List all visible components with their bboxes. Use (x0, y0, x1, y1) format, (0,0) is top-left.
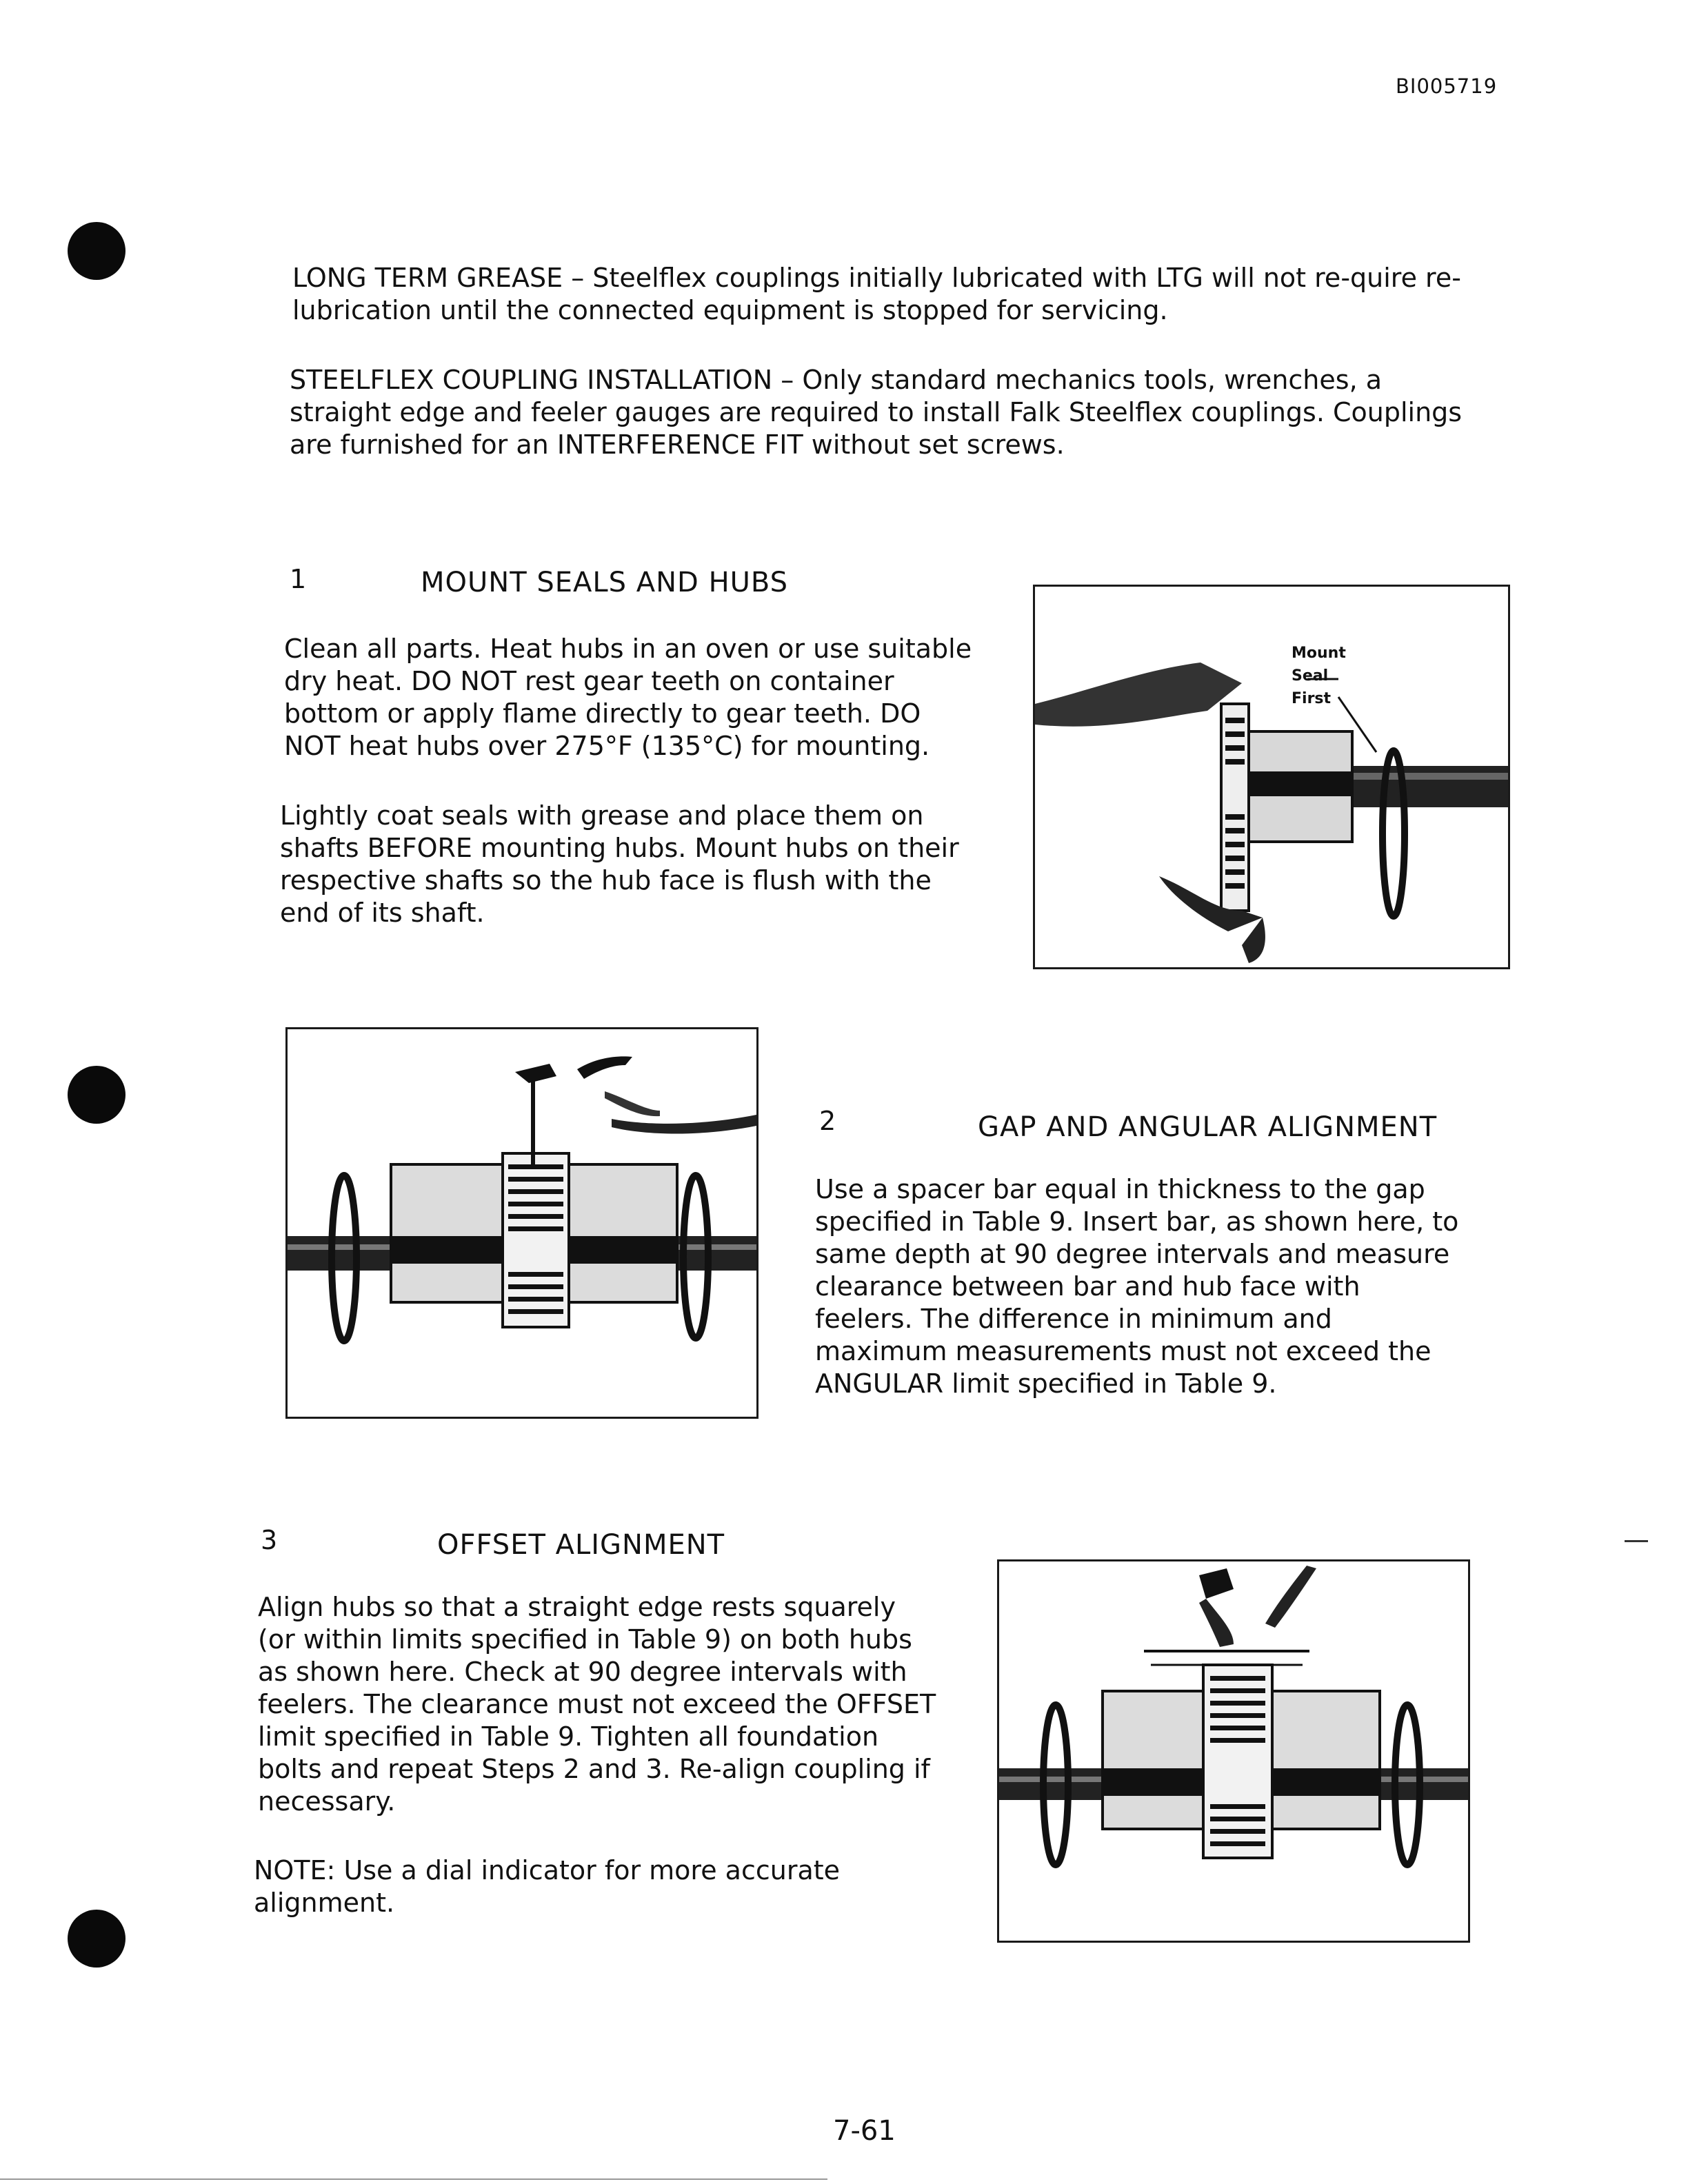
step-1-paragraph-1: Clean all parts. Heat hubs in an oven or use suitable dry heat. DO NOT rest gear teeth on container bottom or apply flame directly to gear teeth. DO NOT heat hubs over 275°F (135°C) for mounting. (284, 634, 972, 761)
step-3-paragraph-1: Align hubs so that a straight edge rests squarely (or within limits specified in Table 9) on both hubs as shown here. Check at 90 degree intervals with feelers. The clearance must not exceed the OFFSET limit specified in Table 9. Tighten all foundation bolts and repeat Steps 2 and 3. Re-align coupling if necessary. (258, 1592, 936, 1817)
page-number: 7-61 (833, 2115, 896, 2147)
step-3-title: OFFSET ALIGNMENT (437, 1529, 725, 1561)
step-3-figure (997, 1559, 1470, 1943)
callout-line-mount: Mount (1292, 645, 1346, 662)
mount-seals-illustration (1035, 587, 1508, 967)
callout-line-seal: Seal (1292, 667, 1329, 685)
step-1-figure (1033, 585, 1510, 969)
mount-seal-callout (1292, 642, 1346, 710)
installation-paragraph: STEELFLEX COUPLING INSTALLATION – Only standard mechanics tools, wrenches, a straight edge and feeler gauges are required to install Falk Steelflex couplings. Couplings are furnished for an INTERFERENCE FIT without set screws. (290, 365, 1463, 460)
step-2-paragraph: Use a spacer bar equal in thickness to the gap specified in Table 9. Insert bar, as shown here, to same depth at 90 degree intervals and measure clearance between bar and hub face with feelers. The difference in minimum and maximum measurements must not exceed the ANGULAR limit specified in Table 9. (815, 1174, 1459, 1399)
bottom-rule (0, 2178, 827, 2180)
callout-line-first: First (1292, 690, 1332, 707)
step-2-number: 2 (819, 1106, 836, 1136)
document-id: BI005719 (1396, 74, 1498, 98)
offset-alignment-illustration (999, 1561, 1468, 1941)
step-1-title: MOUNT SEALS AND HUBS (421, 567, 789, 598)
punch-hole-bottom (68, 1910, 125, 1968)
step-1-paragraph-2: Lightly coat seals with grease and place them on shafts BEFORE mounting hubs. Mount hubs on their respective shafts so the hub face is flush with the end of its shaft. (280, 800, 959, 928)
step-1-number: 1 (290, 564, 307, 594)
step-3-note: NOTE: Use a dial indicator for more accurate alignment. (254, 1855, 841, 1918)
step-2-figure (285, 1027, 758, 1419)
step-3-number: 3 (261, 1525, 278, 1555)
long-term-grease-paragraph: LONG TERM GREASE – Steelflex couplings initially lubricated with LTG will not re-quire re-lubrication until the connected equipment is stopped for servicing. (292, 263, 1461, 325)
punch-hole-middle (68, 1066, 125, 1124)
punch-hole-top (68, 222, 125, 280)
gap-alignment-illustration (288, 1029, 756, 1417)
step-2-title: GAP AND ANGULAR ALIGNMENT (978, 1111, 1438, 1143)
edge-mark (1625, 1540, 1648, 1542)
